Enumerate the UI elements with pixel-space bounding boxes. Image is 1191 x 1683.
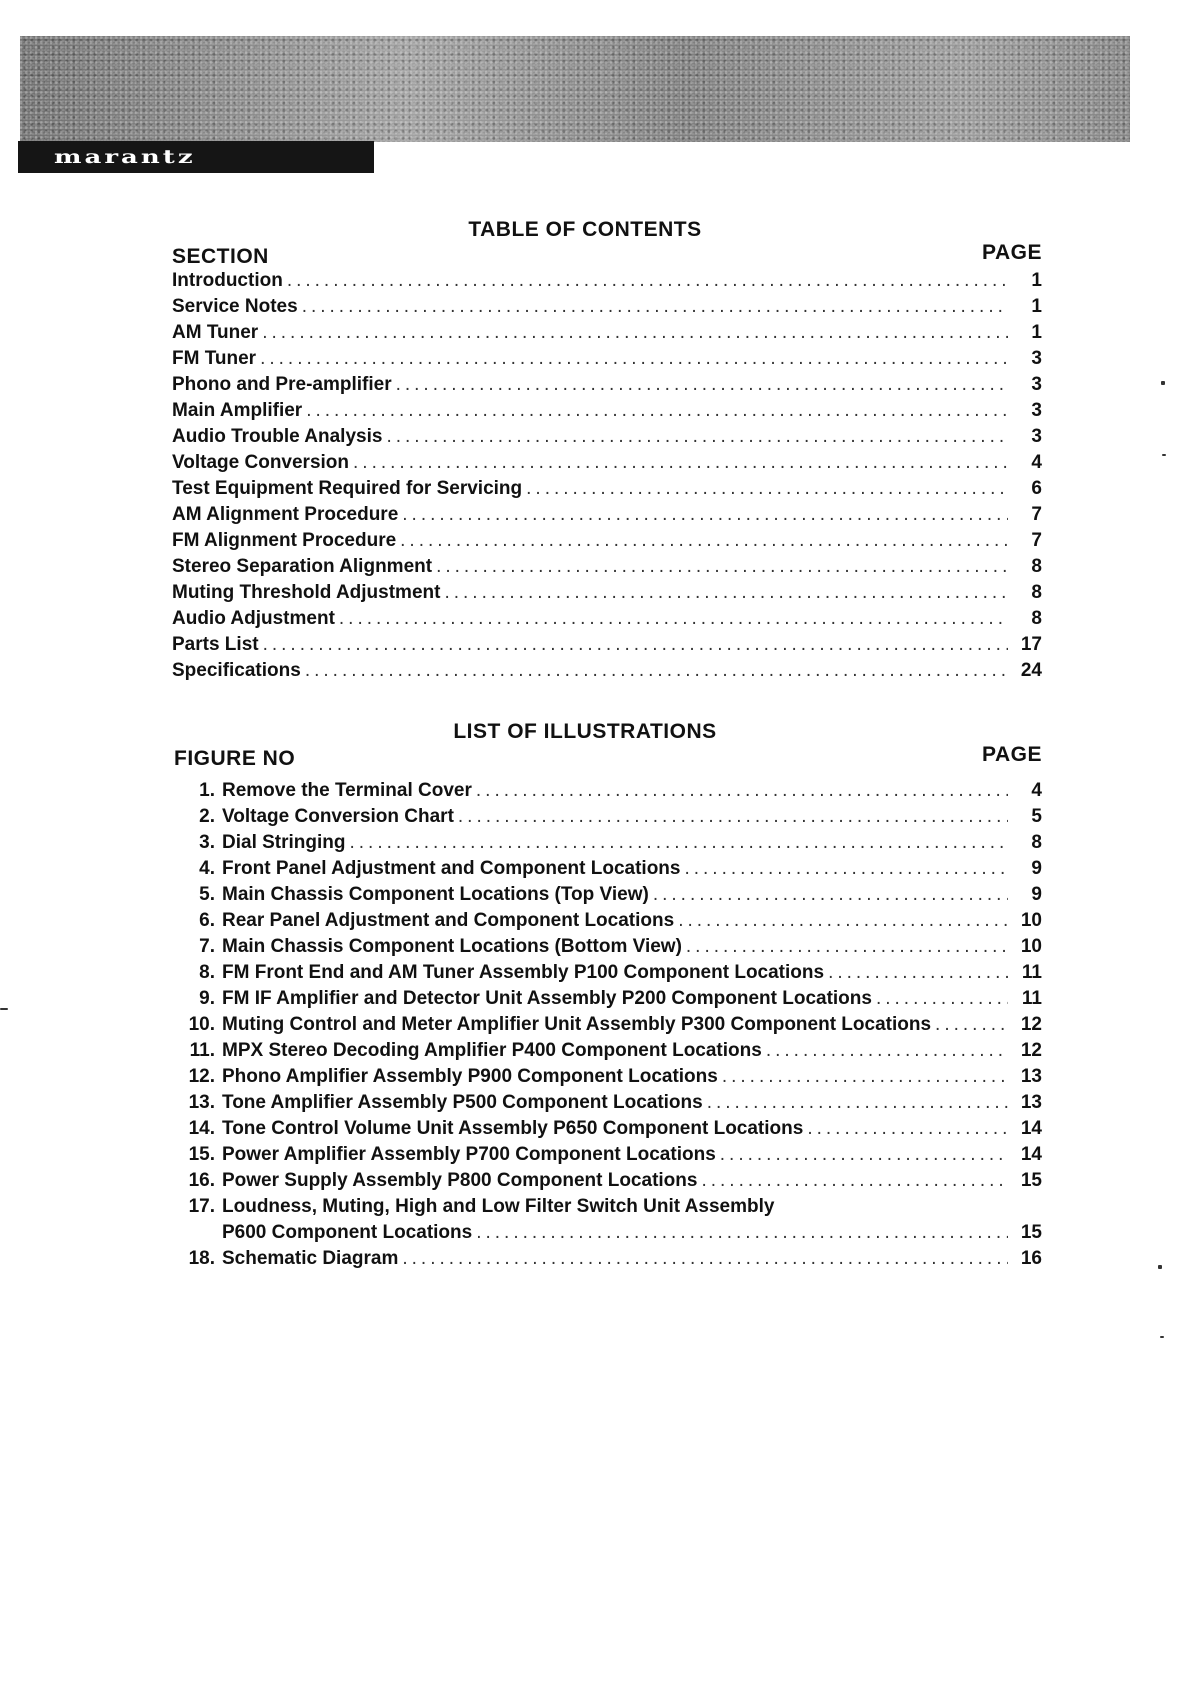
figure-number: 6. [199, 910, 215, 931]
toc-entry [172, 504, 1042, 530]
scan-speck [0, 1008, 8, 1010]
toc-entry-page: 3 [1031, 348, 1042, 369]
dot-leader [350, 832, 1009, 854]
figure-entry [172, 1040, 1042, 1066]
toc-entry [172, 296, 1042, 322]
toc-entry-label: Audio Adjustment [172, 608, 335, 629]
scan-speck [1162, 454, 1166, 456]
figure-label: Front Panel Adjustment and Component Locations [222, 858, 681, 879]
dot-leader [707, 1092, 1008, 1114]
figure-page: 5 [1031, 806, 1042, 827]
figure-label: Power Amplifier Assembly P700 Component Locations [222, 1144, 716, 1165]
figure-page: 11 [1021, 962, 1042, 983]
toc-entry [172, 270, 1042, 296]
toc-entry-label: Parts List [172, 634, 259, 655]
toc-entry [172, 608, 1042, 634]
dot-leader [305, 660, 1008, 682]
toc-title: TABLE OF CONTENTS [468, 218, 702, 241]
toc-entry-label: Test Equipment Required for Servicing [172, 478, 523, 499]
dot-leader [402, 1248, 1008, 1270]
figure-number: 5. [199, 884, 215, 905]
figure-entry [172, 962, 1042, 988]
figure-page: 4 [1031, 780, 1042, 801]
figure-entry [172, 1248, 1042, 1274]
figure-label: Rear Panel Adjustment and Component Locations [222, 910, 675, 931]
toc-entry [172, 634, 1042, 660]
figure-label: Remove the Terminal Cover [222, 780, 472, 801]
dot-leader [458, 806, 1008, 828]
figure-number: 2. [199, 806, 215, 827]
figure-page: 13 [1020, 1066, 1042, 1087]
figure-page: 9 [1031, 884, 1042, 905]
toc-entry [172, 452, 1042, 478]
figure-label: Voltage Conversion Chart [222, 806, 454, 827]
dot-leader [766, 1040, 1008, 1062]
dot-leader [653, 884, 1008, 906]
figure-label-continued: P600 Component Locations [222, 1222, 473, 1243]
dot-leader [678, 910, 1008, 932]
figure-label: Main Chassis Component Locations (Top View) [222, 884, 649, 905]
toc-entry [172, 478, 1042, 504]
dot-leader [260, 348, 1008, 370]
dot-leader [402, 504, 1008, 526]
dot-leader [701, 1170, 1008, 1192]
illustrations-page-heading: PAGE [982, 743, 1042, 766]
figure-entry [172, 1118, 1042, 1144]
toc-entry-label: Service Notes [172, 296, 298, 317]
toc-page-heading: PAGE [982, 241, 1042, 264]
toc-entry-label: Muting Threshold Adjustment [172, 582, 441, 603]
figure-number: 1. [199, 780, 215, 801]
figure-label: Phono Amplifier Assembly P900 Component Locations [222, 1066, 718, 1087]
toc-entry [172, 426, 1042, 452]
toc-entry-page: 1 [1031, 270, 1042, 291]
figure-page: 13 [1020, 1092, 1042, 1113]
toc-entry-page: 24 [1020, 660, 1042, 681]
figure-page: 16 [1020, 1248, 1042, 1269]
figure-page: 15 [1020, 1170, 1042, 1191]
figure-label: Dial Stringing [222, 832, 346, 853]
figure-number: 12. [188, 1066, 215, 1087]
dot-leader [400, 530, 1008, 552]
figure-number: 16. [188, 1170, 215, 1191]
toc-entry [172, 348, 1042, 374]
dot-leader [720, 1144, 1008, 1166]
figure-entry [172, 832, 1042, 858]
toc-entry-label: Specifications [172, 660, 301, 681]
figure-page: 8 [1031, 832, 1042, 853]
toc-entry-page: 17 [1020, 634, 1042, 655]
toc-entry [172, 530, 1042, 556]
figure-no-heading: FIGURE NO [174, 747, 296, 770]
figure-entry [172, 1170, 1042, 1196]
figure-entry [172, 1014, 1042, 1040]
toc-entry-label: FM Alignment Procedure [172, 530, 397, 551]
toc-entry-label: Phono and Pre-amplifier [172, 374, 392, 395]
figure-page: 10 [1020, 936, 1042, 957]
illustrations-title: LIST OF ILLUSTRATIONS [453, 720, 717, 743]
toc-entry-page: 7 [1031, 530, 1042, 551]
toc-entry [172, 660, 1042, 686]
toc-entry [172, 556, 1042, 582]
dot-leader [263, 634, 1008, 656]
figure-entry [172, 780, 1042, 806]
figure-number: 11. [189, 1040, 215, 1061]
figure-label: Power Supply Assembly P800 Component Locations [222, 1170, 698, 1191]
toc-entry-page: 8 [1031, 582, 1042, 603]
dot-leader [935, 1014, 1008, 1036]
figure-entry [172, 988, 1042, 1014]
figure-label: Main Chassis Component Locations (Bottom View) [222, 936, 682, 957]
dot-leader [526, 478, 1008, 500]
toc-entry-page: 3 [1031, 426, 1042, 447]
figure-label: Tone Amplifier Assembly P500 Component Locations [222, 1092, 703, 1113]
toc-entry-label: AM Tuner [172, 322, 259, 343]
figure-entry [172, 884, 1042, 910]
figure-entry [172, 1092, 1042, 1118]
scan-speck [1161, 381, 1165, 385]
figure-entry [172, 858, 1042, 884]
figure-label: Tone Control Volume Unit Assembly P650 Component Locations [222, 1118, 804, 1139]
toc-entry-page: 1 [1031, 322, 1042, 343]
figure-page: 15 [1020, 1222, 1042, 1243]
dot-leader [436, 556, 1008, 578]
dot-leader [339, 608, 1008, 630]
figure-label: FM IF Amplifier and Detector Unit Assembly P200 Component Locations [222, 988, 872, 1009]
toc-entry-label: FM Tuner [172, 348, 257, 369]
dot-leader [386, 426, 1008, 448]
toc-entry-page: 3 [1031, 374, 1042, 395]
figure-entry [172, 1144, 1042, 1170]
toc-section-heading: SECTION [172, 245, 269, 268]
figure-page: 9 [1031, 858, 1042, 879]
figure-number: 4. [199, 858, 215, 879]
figure-page: 12 [1020, 1040, 1042, 1061]
dot-leader [287, 270, 1008, 292]
toc-entry-page: 1 [1031, 296, 1042, 317]
dot-leader [302, 296, 1008, 318]
figure-page: 12 [1020, 1014, 1042, 1035]
figure-label: FM Front End and AM Tuner Assembly P100 Component Locations [222, 962, 825, 983]
figure-number: 8. [199, 962, 215, 983]
figure-number: 13. [188, 1092, 215, 1113]
figure-entry [172, 910, 1042, 936]
dot-leader [444, 582, 1008, 604]
dot-leader [306, 400, 1008, 422]
figure-page: 10 [1020, 910, 1042, 931]
header-banner [20, 36, 1130, 142]
figure-page: 11 [1021, 988, 1042, 1009]
dot-leader [353, 452, 1008, 474]
brand-logo: marantz [54, 146, 196, 168]
dot-leader [684, 858, 1008, 880]
dot-leader [262, 322, 1008, 344]
toc-entry-page: 3 [1031, 400, 1042, 421]
figure-entry [172, 1196, 1042, 1222]
dot-leader [396, 374, 1008, 396]
figure-number: 17. [188, 1196, 215, 1217]
toc-entry [172, 400, 1042, 426]
toc-entry [172, 582, 1042, 608]
figure-label: Schematic Diagram [222, 1248, 399, 1269]
figure-number: 7. [199, 936, 215, 957]
figure-label: MPX Stereo Decoding Amplifier P400 Component Locations [222, 1040, 762, 1061]
figure-page: 14 [1020, 1144, 1042, 1165]
toc-entry-page: 7 [1031, 504, 1042, 525]
figure-number: 3. [199, 832, 215, 853]
toc-entry [172, 322, 1042, 348]
toc-entry [172, 374, 1042, 400]
figure-number: 9. [199, 988, 215, 1009]
figure-entry [172, 806, 1042, 832]
toc-entry-label: Stereo Separation Alignment [172, 556, 433, 577]
scan-speck [1160, 1336, 1164, 1338]
brand-logo-bar [18, 141, 374, 173]
toc-entry-page: 6 [1031, 478, 1042, 499]
dot-leader [476, 780, 1008, 802]
dot-leader [722, 1066, 1008, 1088]
toc-entry-label: Audio Trouble Analysis [172, 426, 383, 447]
toc-entry-page: 8 [1031, 556, 1042, 577]
figure-entry [172, 1066, 1042, 1092]
dot-leader [828, 962, 1008, 984]
dot-leader [476, 1222, 1008, 1244]
toc-entry-label: Main Amplifier [172, 400, 303, 421]
toc-entry-label: Voltage Conversion [172, 452, 350, 473]
figure-number: 15. [188, 1144, 215, 1165]
toc-entry-label: Introduction [172, 270, 283, 291]
figure-label: Loudness, Muting, High and Low Filter Switch Unit Assembly [222, 1196, 775, 1217]
dot-leader [686, 936, 1008, 958]
figure-label: Muting Control and Meter Amplifier Unit Assembly P300 Component Locations [222, 1014, 932, 1035]
toc-entry-page: 4 [1031, 452, 1042, 473]
dot-leader [807, 1118, 1008, 1140]
toc-entry-label: AM Alignment Procedure [172, 504, 399, 525]
figure-number: 14. [188, 1118, 215, 1139]
figure-page: 14 [1020, 1118, 1042, 1139]
scan-speck [1158, 1265, 1162, 1269]
figure-number: 18. [188, 1248, 215, 1269]
toc-entry-page: 8 [1031, 608, 1042, 629]
figure-entry-continuation [172, 1222, 1042, 1248]
dot-leader [876, 988, 1008, 1010]
figure-number: 10. [188, 1014, 215, 1035]
figure-entry [172, 936, 1042, 962]
